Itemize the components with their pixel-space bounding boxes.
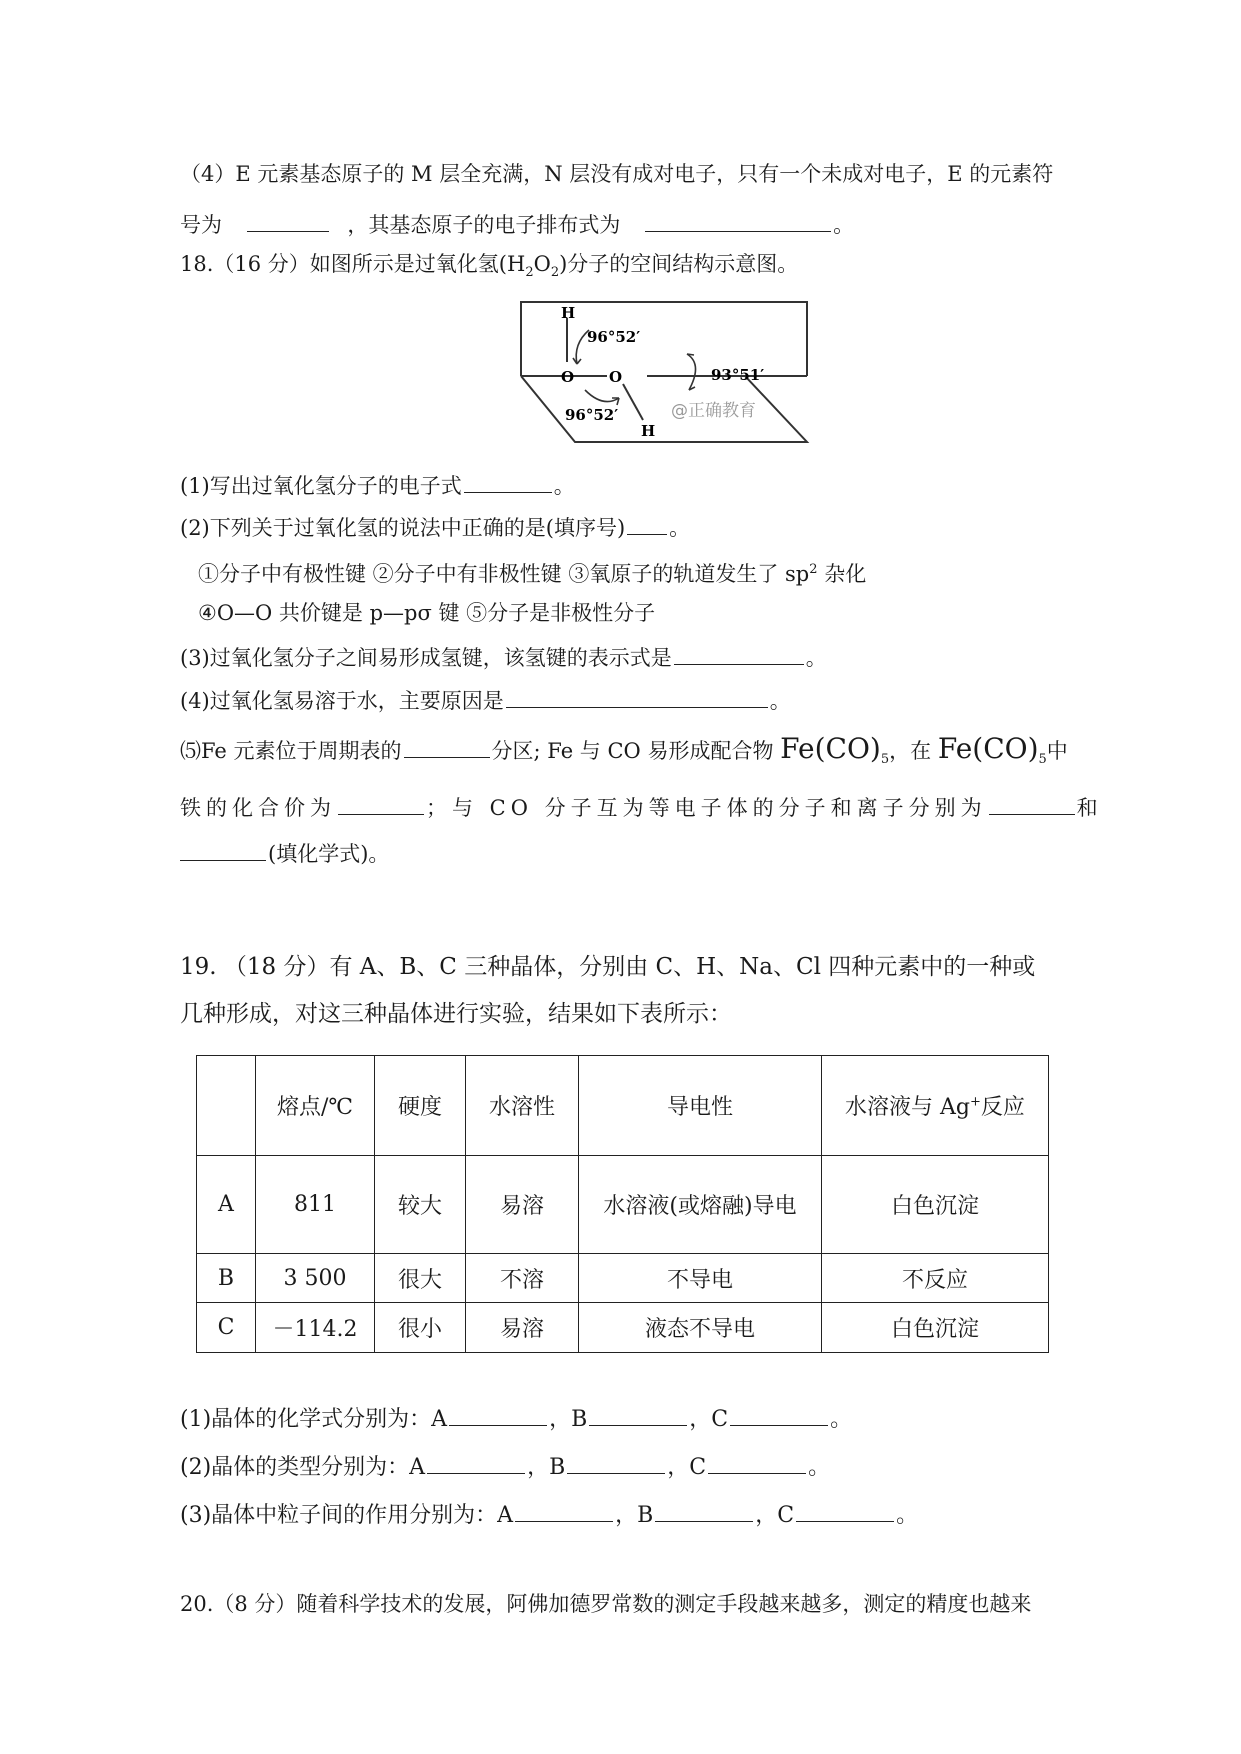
q19-p3-blank-c[interactable] [796, 1499, 894, 1522]
q18-p5-d: 中 [1046, 739, 1068, 763]
q18-p5-sub1: 5 [880, 752, 890, 768]
table-cell: －114.2 [256, 1303, 375, 1353]
table-row [197, 1156, 1049, 1254]
q18-p5-fe-co-2: Fe(CO) [937, 732, 1039, 765]
q18-p1 [180, 470, 575, 500]
q18-p5-line3 [180, 838, 389, 868]
crystal-properties-table [196, 1055, 1049, 1353]
table-header-cell [822, 1056, 1049, 1156]
q19-intro2-text: 几种形成，对这三种晶体进行实验，结果如下表所示： [180, 1001, 732, 1027]
q18-p5-fe-co-1: Fe(CO) [780, 732, 881, 765]
q18-p2-options-2 [198, 599, 655, 627]
table-cell: 易溶 [466, 1156, 579, 1254]
table-cell: 很小 [375, 1303, 466, 1353]
q20-intro [180, 1590, 1031, 1618]
table-cell: C [197, 1303, 256, 1353]
q19-p2 [180, 1451, 830, 1482]
q18-p5-blank-valence[interactable] [338, 792, 424, 815]
table-cell: B [197, 1254, 256, 1303]
q18-p5-line3-text: (填化学式)。 [268, 842, 390, 866]
table-row [197, 1303, 1049, 1353]
q19-p1-blank-c[interactable] [730, 1403, 828, 1426]
table-cell: 液态不导电 [579, 1303, 822, 1353]
table-header-row [197, 1056, 1049, 1156]
q18-p5-blank-ion[interactable] [180, 838, 266, 861]
q19-p3-text: (3)晶体中粒子间的作用分别为：A [180, 1503, 514, 1528]
q18-p5-line2c: 和 [1076, 796, 1103, 820]
q19-intro1-text: 19. （18 分）有 A、B、C 三种晶体，分别由 C、H、Na、Cl 四种元素中的一种或 [180, 954, 1036, 980]
q19-p1 [180, 1403, 852, 1434]
q18-p2-end: 。 [669, 516, 691, 540]
q18-p4-blank[interactable] [506, 685, 768, 708]
label-angle-top: 96°52′ [587, 328, 641, 346]
q19-intro-1 [180, 953, 1035, 981]
q18-p5-line1 [180, 732, 1068, 774]
table-header-cell: 硬度 [375, 1056, 466, 1156]
q19-p2-blank-b[interactable] [567, 1451, 665, 1474]
q17-text-a: 号为 [180, 213, 222, 237]
q18-intro-a: 18.（16 分）如图所示是过氧化氢(H [180, 252, 526, 276]
table-cell: 白色沉淀 [822, 1156, 1049, 1254]
q19-p3-blank-a[interactable] [515, 1499, 613, 1522]
q18-p4 [180, 685, 791, 715]
q18-intro-c: )分子的空间结构示意图。 [559, 252, 799, 276]
q17-blank-config[interactable] [645, 209, 831, 232]
q19-p2-end: 。 [808, 1455, 831, 1480]
header-react-text: 反应 [980, 1095, 1025, 1120]
q17-part4-text: （4）E 元素基态原子的 M 层全充满，N 层没有成对电子，只有一个未成对电子，E 的元素符 [180, 162, 1054, 186]
q18-p4-end: 。 [769, 689, 791, 713]
q18-intro-b: O [533, 252, 551, 276]
q17-part4-line2 [180, 209, 854, 239]
q19-p1-end: 。 [830, 1407, 853, 1432]
q18-p5-line2a: 铁的化合价为 [180, 796, 336, 820]
label-angle-bottom: 96°52′ [565, 406, 619, 424]
label-o-right: O [609, 368, 623, 386]
q18-p5-c: ，在 [889, 739, 932, 763]
label-h-top: H [561, 304, 576, 322]
q18-intro-sub2: 2 [550, 265, 560, 281]
q19-p3-blank-b[interactable] [655, 1499, 753, 1522]
table-cell: 较大 [375, 1156, 466, 1254]
q18-p4-text: (4)过氧化氢易溶于水，主要原因是 [180, 689, 504, 713]
table-cell: 3 500 [256, 1254, 375, 1303]
q19-p1-blank-b[interactable] [589, 1403, 687, 1426]
q18-p2-opts1-sup: 2 [809, 562, 818, 577]
table-cell: 不溶 [466, 1254, 579, 1303]
q18-p5-a: ⑸Fe 元素位于周期表的 [180, 739, 402, 763]
q19-p2-text: (2)晶体的类型分别为：A [180, 1455, 426, 1480]
q18-p2-opts1-text: ①分子中有极性键 ②分子中有非极性键 ③氧原子的轨道发生了 sp [198, 562, 810, 586]
q19-p3-c: ，C [755, 1503, 795, 1528]
header-ag-sup: + [970, 1094, 981, 1110]
table-cell: 不反应 [822, 1254, 1049, 1303]
label-angle-dihedral: 93°51′ [711, 366, 765, 384]
q18-p5-line2 [180, 792, 1103, 822]
q18-p3-end: 。 [805, 646, 827, 670]
h2o2-structure-figure [515, 298, 815, 446]
q19-p3-end: 。 [896, 1503, 919, 1528]
q18-intro [180, 250, 798, 287]
label-h-bottom: H [641, 422, 656, 440]
table-cell: 811 [256, 1156, 375, 1254]
q18-p2-opts1-end: 杂化 [817, 562, 867, 586]
q18-p3-blank[interactable] [674, 642, 804, 665]
q19-intro-2 [180, 1000, 732, 1028]
h-o-bond-bottom [623, 384, 643, 420]
q18-p2-opts2-text: ④O—O 共价键是 p—pσ 键 ⑤分子是非极性分子 [198, 601, 656, 625]
table-row [197, 1254, 1049, 1303]
q18-p3-text: (3)过氧化氢分子之间易形成氢键，该氢键的表示式是 [180, 646, 672, 670]
q18-p2-options-1 [198, 556, 866, 588]
q17-blank-symbol[interactable] [247, 209, 329, 232]
table-header-cell [197, 1056, 256, 1156]
table-cell: A [197, 1156, 256, 1254]
q19-p1-c: ，C [689, 1407, 729, 1432]
header-ag-text: 水溶液与 Ag [845, 1095, 971, 1120]
q19-p2-blank-a[interactable] [427, 1451, 525, 1474]
table-header-cell: 水溶性 [466, 1056, 579, 1156]
q20-intro-text: 20.（8 分）随着科学技术的发展，阿佛加德罗常数的测定手段越来越多，测定的精度也越来 [180, 1592, 1032, 1616]
q17-part4-line1 [180, 160, 1053, 188]
q18-p5-line2b: ；与 CO 分子互为等电子体的分子和离子分别为 [426, 796, 987, 820]
q19-p2-b: ，B [527, 1455, 566, 1480]
q19-p3-b: ，B [615, 1503, 654, 1528]
q19-p1-text: (1)晶体的化学式分别为：A [180, 1407, 448, 1432]
q18-p1-blank[interactable] [464, 470, 552, 493]
table-cell: 不导电 [579, 1254, 822, 1303]
q18-intro-sub1: 2 [525, 265, 534, 281]
q18-p5-sub2: 5 [1038, 752, 1047, 768]
q19-p1-blank-a[interactable] [449, 1403, 547, 1426]
q18-p2-text: (2)下列关于过氧化氢的说法中正确的是(填序号) [180, 516, 626, 540]
q18-p2 [180, 512, 690, 542]
q18-p5-blank-block[interactable] [404, 735, 490, 758]
q18-p5-b: 分区; Fe 与 CO 易形成配合物 [491, 739, 774, 763]
table-cell: 水溶液(或熔融)导电 [579, 1156, 822, 1254]
q19-p1-b: ，B [549, 1407, 588, 1432]
label-o-left: O [561, 368, 575, 386]
q18-p5-blank-molecule[interactable] [989, 792, 1075, 815]
q17-text-c: 。 [833, 213, 855, 237]
q19-p2-blank-c[interactable] [708, 1451, 806, 1474]
q18-p2-blank[interactable] [627, 512, 667, 535]
q18-p3 [180, 642, 827, 672]
table-cell: 白色沉淀 [822, 1303, 1049, 1353]
table-header-cell: 导电性 [579, 1056, 822, 1156]
table-header-cell: 熔点/℃ [256, 1056, 375, 1156]
table-cell: 易溶 [466, 1303, 579, 1353]
q18-p1-text: (1)写出过氧化氢分子的电子式 [180, 474, 462, 498]
q19-p3 [180, 1499, 918, 1530]
q17-text-b: ，其基态原子的电子排布式为 [347, 213, 621, 237]
watermark: @正确教育 [671, 401, 756, 421]
table-cell: 很大 [375, 1254, 466, 1303]
q18-p1-end: 。 [553, 474, 575, 498]
q19-p2-c: ，C [667, 1455, 707, 1480]
